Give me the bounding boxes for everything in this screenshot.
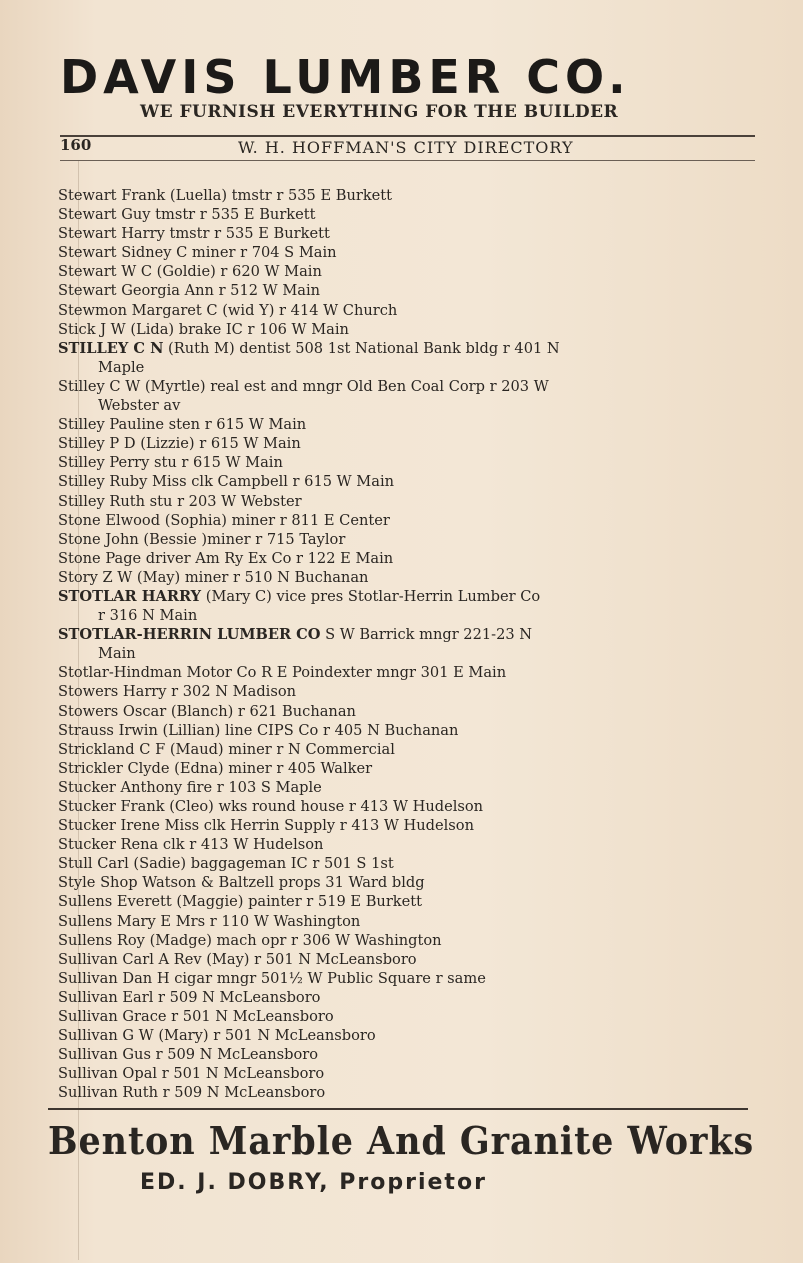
directory-entry — [58, 721, 678, 740]
directory-entry — [58, 301, 678, 320]
entry-details: Irene Miss clk Herrin Supply r 413 W Hudelson — [120, 817, 474, 835]
entry-name: Sullivan — [58, 988, 118, 1006]
header-rule-lower — [60, 160, 755, 161]
entry-name: Sullivan — [58, 969, 118, 987]
footer-ad-subtitle: ED. J. DOBRY, Proprietor — [140, 1170, 487, 1195]
entry-details: Guy tmstr r 535 E Burkett — [121, 206, 316, 224]
entry-name: Stilley — [58, 435, 105, 453]
entry-continuation: Webster av — [98, 397, 181, 415]
entry-details: Everett (Maggie) painter r 519 E Burkett — [116, 893, 423, 911]
entry-name: Stewart — [58, 244, 117, 262]
entry-name: Sullivan — [58, 1027, 118, 1045]
footer-ad-title: Benton Marble And Granite Works — [48, 1118, 755, 1163]
directory-entry — [58, 816, 678, 835]
directory-entry — [58, 262, 678, 281]
entry-details: (Ruth M) dentist 508 1st National Bank bldg r 401 N — [168, 339, 560, 357]
page-header — [60, 136, 755, 160]
entry-details: Frank (Cleo) wks round house r 413 W Hudelson — [120, 798, 484, 815]
entry-name: Strickland — [58, 740, 135, 758]
page-number: 160 — [60, 136, 92, 154]
entry-details: Clyde (Edna) miner r 405 Walker — [127, 759, 373, 777]
directory-entry — [58, 797, 678, 816]
entry-name: Stewmon — [58, 301, 128, 319]
entry-name: Stucker — [58, 817, 116, 835]
entry-details: C F (Maud) miner r N Commercial — [139, 740, 395, 758]
directory-entry — [58, 377, 678, 415]
entry-name: Sullivan — [58, 1008, 118, 1026]
entry-details: S W Barrick mngr 221-23 N — [325, 626, 533, 644]
directory-entry — [58, 931, 678, 950]
directory-entry — [58, 740, 678, 759]
directory-entry — [58, 1064, 678, 1083]
directory-entry — [58, 186, 678, 205]
entry-details: Page driver Am Ry Ex Co r 122 E Main — [105, 549, 394, 567]
directory-entry — [58, 912, 678, 931]
entry-details: Margaret C (wid Y) r 414 W Church — [131, 301, 398, 319]
directory-entry — [58, 682, 678, 701]
directory-entry — [58, 1083, 678, 1102]
directory-entry — [58, 243, 678, 262]
entry-details: Opal r 501 N McLeansboro — [122, 1065, 325, 1083]
entry-details: Frank (Luella) tmstr r 535 E Burkett — [121, 187, 393, 204]
entry-name: STOTLAR HARRY — [58, 587, 202, 605]
entry-name: Sullivan — [58, 1065, 118, 1083]
directory-entry — [58, 892, 678, 911]
directory-entry — [58, 205, 678, 224]
entry-details: C W (Myrtle) real est and mngr Old Ben Coal Corp r 203 W — [109, 377, 549, 395]
entry-name: Sullens — [58, 893, 113, 911]
entry-name: Stilley — [58, 454, 105, 472]
entry-continuation: r 316 N Main — [98, 607, 198, 625]
header-ad-title: DAVIS LUMBER CO. — [60, 50, 631, 104]
entry-name: Style — [58, 874, 96, 892]
entry-details: Dan H cigar mngr 501½ W Public Square r same — [122, 969, 486, 987]
entry-name: Stilley — [58, 416, 105, 434]
entry-name: STILLEY C N — [58, 339, 164, 357]
directory-entry — [58, 224, 678, 243]
entry-name: Sullens — [58, 931, 113, 949]
directory-entry — [58, 778, 678, 797]
directory-entry — [58, 472, 678, 491]
entry-name: STOTLAR-HERRIN LUMBER CO — [58, 626, 321, 644]
entry-details: P D (Lizzie) r 615 W Main — [109, 435, 301, 453]
entry-name: Stucker — [58, 836, 116, 854]
entry-details: Ruby Miss clk Campbell r 615 W Main — [109, 473, 395, 491]
directory-entry — [58, 549, 678, 568]
entry-details: Harry r 302 N Madison — [122, 683, 296, 701]
entry-details: Grace r 501 N McLeansboro — [122, 1008, 334, 1026]
directory-entry — [58, 1045, 678, 1064]
directory-entry — [58, 281, 678, 300]
entry-name: Stewart — [58, 187, 117, 204]
entry-details: (Mary C) vice pres Stotlar-Herrin Lumber Co — [205, 587, 541, 605]
directory-entry — [58, 702, 678, 721]
entry-name: Strickler — [58, 759, 123, 777]
entry-name: Story — [58, 568, 98, 586]
entry-details: Roy (Madge) mach opr r 306 W Washington — [116, 931, 442, 949]
entry-details: Motor Co R E Poindexter mngr 301 E Main — [186, 664, 507, 682]
entry-continuation: Main — [98, 645, 136, 663]
entry-name: Stowers — [58, 683, 119, 701]
directory-entry — [58, 492, 678, 511]
entry-details: W C (Goldie) r 620 W Main — [121, 263, 322, 281]
directory-entry — [58, 950, 678, 969]
entry-name: Stilley — [58, 492, 105, 510]
entry-details: Earl r 509 N McLeansboro — [122, 988, 321, 1006]
directory-entry — [58, 511, 678, 530]
entry-details: Sidney C miner r 704 S Main — [121, 244, 337, 262]
directory-entry — [58, 1007, 678, 1026]
entry-name: Stewart — [58, 282, 117, 300]
directory-entry — [58, 587, 678, 625]
directory-entry — [58, 625, 678, 663]
directory-entry — [58, 988, 678, 1007]
entry-name: Stull — [58, 855, 93, 873]
entry-name: Stucker — [58, 778, 116, 796]
entry-details: Perry stu r 615 W Main — [109, 454, 283, 472]
entry-details: John (Bessie )miner r 715 Taylor — [105, 530, 346, 548]
entry-name: Stowers — [58, 702, 119, 720]
entry-name: Sullivan — [58, 950, 118, 968]
entry-details: Pauline sten r 615 W Main — [109, 416, 307, 434]
directory-entry — [58, 568, 678, 587]
entry-details: Georgia Ann r 512 W Main — [121, 282, 321, 300]
entry-details: Carl (Sadie) baggageman IC r 501 S 1st — [97, 855, 394, 873]
entry-name: Sullivan — [58, 1084, 118, 1102]
entry-details: Oscar (Blanch) r 621 Buchanan — [122, 702, 356, 720]
entry-details: Ruth stu r 203 W Webster — [109, 492, 302, 510]
entry-name: Stilley — [58, 377, 105, 395]
entry-details: Z W (May) miner r 510 N Buchanan — [102, 568, 369, 586]
running-head: W. H. HOFFMAN'S CITY DIRECTORY — [238, 138, 574, 157]
entry-name: Stone — [58, 511, 101, 529]
entry-name: Stone — [58, 549, 101, 567]
directory-entries — [58, 186, 678, 1103]
directory-entry — [58, 835, 678, 854]
directory-entry — [58, 339, 678, 377]
entry-details: Anthony fire r 103 S Maple — [120, 778, 322, 796]
directory-entry — [58, 873, 678, 892]
entry-details: Shop Watson & Baltzell props 31 Ward bldg — [100, 874, 425, 892]
entry-details: Harry tmstr r 535 E Burkett — [121, 225, 330, 243]
entry-details: Gus r 509 N McLeansboro — [122, 1046, 319, 1064]
directory-entry — [58, 434, 678, 453]
directory-entry — [58, 759, 678, 778]
entry-details: Irwin (Lillian) line CIPS Co r 405 N Buchanan — [118, 721, 459, 739]
entry-name: Sullens — [58, 912, 113, 930]
entry-name: Strauss — [58, 721, 114, 739]
directory-entry — [58, 1026, 678, 1045]
entry-name: Stucker — [58, 798, 116, 815]
entry-name: Stotlar-Hindman — [58, 664, 182, 682]
footer-rule — [48, 1108, 748, 1110]
entry-details: Carl A Rev (May) r 501 N McLeansboro — [122, 950, 417, 968]
entry-details: Elwood (Sophia) miner r 811 E Center — [105, 511, 390, 529]
directory-entry — [58, 320, 678, 339]
directory-entry — [58, 969, 678, 988]
entry-name: Stewart — [58, 263, 117, 281]
entry-name: Stone — [58, 530, 101, 548]
entry-details: Rena clk r 413 W Hudelson — [120, 836, 324, 854]
entry-name: Stick — [58, 320, 96, 338]
entry-details: Ruth r 509 N McLeansboro — [122, 1084, 326, 1102]
entry-details: G W (Mary) r 501 N McLeansboro — [122, 1027, 376, 1045]
directory-entry — [58, 530, 678, 549]
directory-entry — [58, 453, 678, 472]
entry-name: Sullivan — [58, 1046, 118, 1064]
entry-continuation: Maple — [98, 358, 145, 376]
entry-name: Stewart — [58, 206, 117, 224]
entry-details: Mary E Mrs r 110 W Washington — [116, 912, 361, 930]
directory-entry — [58, 415, 678, 434]
directory-entry — [58, 854, 678, 873]
entry-name: Stewart — [58, 225, 117, 243]
directory-entry — [58, 663, 678, 682]
entry-details: J W (Lida) brake IC r 106 W Main — [100, 320, 349, 338]
header-ad-tagline: WE FURNISH EVERYTHING FOR THE BUILDER — [140, 102, 619, 122]
entry-name: Stilley — [58, 473, 105, 491]
